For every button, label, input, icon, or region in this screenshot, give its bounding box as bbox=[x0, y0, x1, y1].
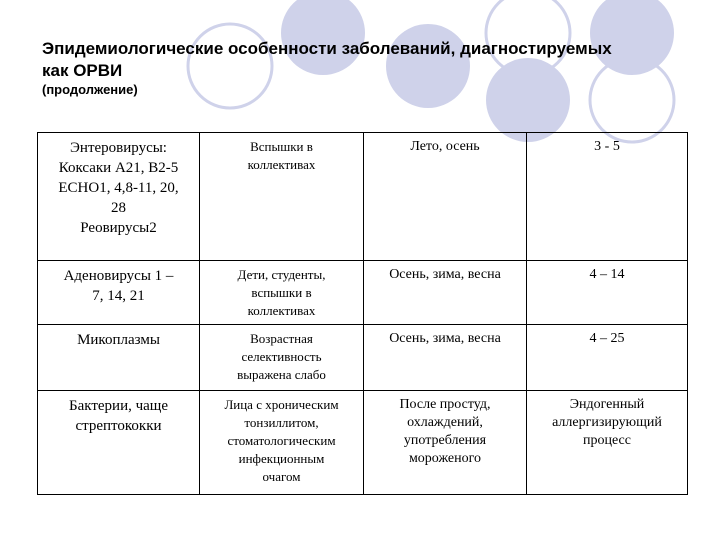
cell-line: Аденовирусы 1 – bbox=[63, 268, 174, 284]
cell-line: употребления bbox=[403, 433, 487, 448]
cell-line: стоматологическим bbox=[227, 433, 336, 448]
table-row bbox=[38, 325, 688, 391]
season-cell: Осень, зима, весна bbox=[364, 325, 527, 391]
season-cell: Осень, зима, весна bbox=[364, 261, 527, 325]
cell-line: Бактерии, чаще bbox=[68, 398, 169, 414]
cell-line: инфекционным bbox=[238, 451, 325, 466]
cell-line: вспышки в bbox=[251, 285, 312, 300]
cell-line: аллергизирующий bbox=[552, 415, 662, 430]
cell-line: стрептококки bbox=[75, 418, 162, 434]
epidemiology-table bbox=[37, 132, 688, 495]
cell-line: 7, 14, 21 bbox=[92, 288, 145, 304]
cell-line: ЕСНО1, 4,8-11, 20, bbox=[58, 180, 179, 196]
season-cell bbox=[364, 391, 527, 495]
cell-line: 28 bbox=[111, 200, 126, 216]
cell-line: мороженого bbox=[408, 451, 482, 466]
cell-line: Коксаки А21, В2-5 bbox=[58, 160, 179, 176]
title-line: Эпидемиологические особенности заболеваний, диагностируемых bbox=[42, 39, 612, 58]
cell-line: тонзиллитом, bbox=[244, 415, 319, 430]
incubation-cell: 4 – 14 bbox=[527, 261, 688, 325]
incubation-cell bbox=[527, 391, 688, 495]
table-row bbox=[38, 133, 688, 261]
cell-line: коллективах bbox=[247, 303, 316, 318]
incubation-cell: 4 – 25 bbox=[527, 325, 688, 391]
cell-line: Возрастная bbox=[250, 331, 313, 346]
incubation-cell: 3 - 5 bbox=[527, 133, 688, 261]
agent-cell bbox=[38, 261, 200, 325]
cell-line: Эндогенный bbox=[569, 397, 645, 412]
agent-cell bbox=[38, 391, 200, 495]
cell-line: Лица с хроническим bbox=[224, 397, 339, 412]
title-line: как ОРВИ bbox=[42, 61, 123, 80]
table-row bbox=[38, 391, 688, 495]
page-title bbox=[42, 38, 682, 82]
cell-line: После простуд, bbox=[399, 397, 491, 412]
cell-line: Реовирусы2 bbox=[80, 220, 157, 236]
table-row bbox=[38, 261, 688, 325]
cell-line: Вспышки в bbox=[250, 139, 313, 154]
cell-line: охлаждений, bbox=[407, 415, 483, 430]
page-subtitle: (продолжение) bbox=[42, 82, 138, 97]
cell-line: очагом bbox=[262, 469, 301, 484]
season-cell: Лето, осень bbox=[364, 133, 527, 261]
groups-cell bbox=[200, 325, 364, 391]
agent-cell bbox=[38, 325, 200, 391]
groups-cell bbox=[200, 261, 364, 325]
cell-line: селективность bbox=[241, 349, 322, 364]
groups-cell bbox=[200, 133, 364, 261]
cell-line: Дети, студенты, bbox=[237, 267, 326, 282]
cell-line: Микоплазмы bbox=[77, 332, 160, 348]
cell-line: Энтеровирусы: bbox=[70, 140, 167, 156]
cell-line: процесс bbox=[583, 433, 631, 448]
cell-line: выражена слабо bbox=[237, 367, 326, 382]
agent-cell bbox=[38, 133, 200, 261]
cell-line: коллективах bbox=[247, 157, 316, 172]
groups-cell bbox=[200, 391, 364, 495]
